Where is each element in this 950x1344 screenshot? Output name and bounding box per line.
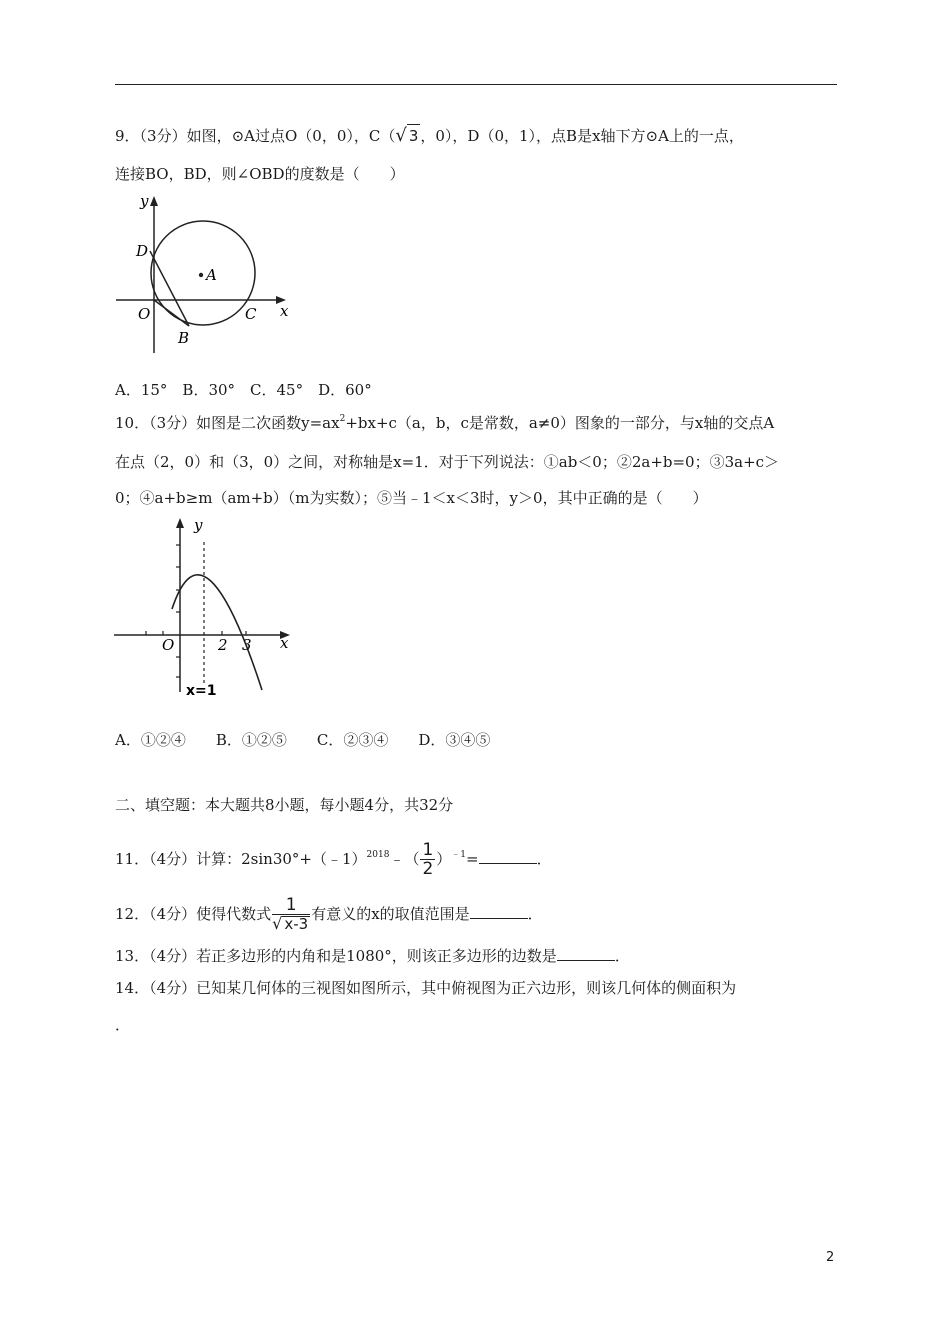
q13-answer-blank[interactable]: [557, 946, 615, 961]
segment-db: [150, 251, 189, 326]
sqrt-radicand: 3: [407, 124, 421, 147]
q14-line1: 14．（4分）已知某几何体的三视图如图所示，其中俯视图为正六边形，则该几何体的侧面积为: [115, 979, 737, 997]
segment-ob: [154, 300, 189, 326]
page-number: 2: [826, 1250, 835, 1265]
q11-mid: ﹣（: [389, 850, 420, 868]
q10-y-arrow: [176, 518, 184, 528]
q10-exponent: 2: [339, 414, 346, 424]
q11-eq: =: [466, 850, 479, 868]
q13-end: ．: [614, 947, 630, 965]
q9-text-prefix: 9．（3分）如图，⊙A过点O（0，0），C（: [115, 127, 396, 145]
q14-line2: ．: [115, 1016, 131, 1034]
q9-label-x: x: [280, 302, 289, 320]
q11-end: ．: [536, 850, 552, 868]
q11-close: ）: [436, 850, 452, 868]
q12-end: ．: [527, 905, 543, 923]
q13-line: [115, 945, 630, 967]
q12-fraction: [272, 897, 310, 933]
q11-frac-den: 2: [422, 859, 434, 879]
q12-suffix: 有意义的x的取值范围是: [311, 905, 470, 923]
center-a: [199, 273, 203, 277]
q10-text-prefix: 10．（3分）如图是二次函数y=ax: [115, 414, 340, 432]
q9-figure: [110, 188, 300, 358]
q10-label-o: O: [162, 636, 175, 654]
q12-prefix: 12．（4分）使得代数式: [115, 905, 272, 923]
q12-frac-num: 1: [272, 897, 310, 915]
q12-line: [115, 897, 543, 933]
q12-answer-blank[interactable]: [470, 904, 528, 919]
q10-label-y: y: [194, 516, 203, 534]
q9-label-d: D: [136, 242, 149, 260]
q9-text-suffix: ，0），D（0，1），点B是x轴下方⊙A上的一点，: [420, 127, 744, 145]
q10-options: A．①②④ B．①②⑤ C．②③④ D．③④⑤: [115, 731, 491, 749]
q10-label-2: 2: [218, 636, 228, 654]
q11-prefix: 11．（4分）计算：2sin30°+（﹣1）: [115, 850, 367, 868]
q11-line: [115, 842, 552, 878]
q9-label-y: y: [140, 192, 149, 210]
q10-label-axis: x=1: [186, 683, 217, 699]
q12-sqrt-sign: √: [272, 914, 283, 933]
q10-line3: 0；④a+b≥m（am+b）（m为实数）；⑤当﹣1＜x＜3时，y＞0，其中正确的是（ ）: [115, 489, 708, 507]
q11-frac-num: 1: [422, 840, 434, 860]
q10-figure: [110, 512, 300, 702]
parabola: [172, 575, 262, 690]
header-rule: [115, 84, 837, 85]
q9-label-o: O: [138, 305, 151, 323]
q11-fraction: [420, 842, 435, 878]
q11-exponent: 2018: [366, 850, 390, 860]
q9-label-c: C: [245, 305, 257, 323]
q10-text-suffix: +bx+c（a，b，c是常数，a≠0）图象的一部分，与x轴的交点A: [345, 414, 775, 432]
q9-line2: 连接BO，BD，则∠OBD的度数是（ ）: [115, 165, 405, 183]
q11-answer-blank[interactable]: [479, 849, 537, 864]
q12-frac-den: [272, 915, 310, 933]
sqrt-sign: √: [395, 125, 407, 146]
q9-line1: [115, 124, 744, 147]
q9-label-b: B: [178, 329, 190, 347]
q10-label-x: x: [280, 634, 289, 652]
q10-line2: 在点（2，0）和（3，0）之间，对称轴是x=1．对于下列说法：①ab＜0；②2a+b=0；③3a+c＞: [115, 453, 780, 471]
q9-options: A．15° B．30° C．45° D．60°: [115, 381, 372, 399]
q12-radicand: x-3: [284, 915, 309, 933]
q11-exponent2: ﹣1: [451, 850, 467, 860]
q9-label-a: A: [206, 266, 217, 284]
section-2-heading: 二、填空题：本大题共8小题，每小题4分，共32分: [115, 796, 454, 814]
q9-y-arrow: [150, 196, 158, 206]
q13-text: 13．（4分）若正多边形的内角和是1080°，则该正多边形的边数是: [115, 947, 557, 965]
q10-label-3: 3: [242, 636, 252, 654]
q10-line1: [115, 412, 774, 434]
